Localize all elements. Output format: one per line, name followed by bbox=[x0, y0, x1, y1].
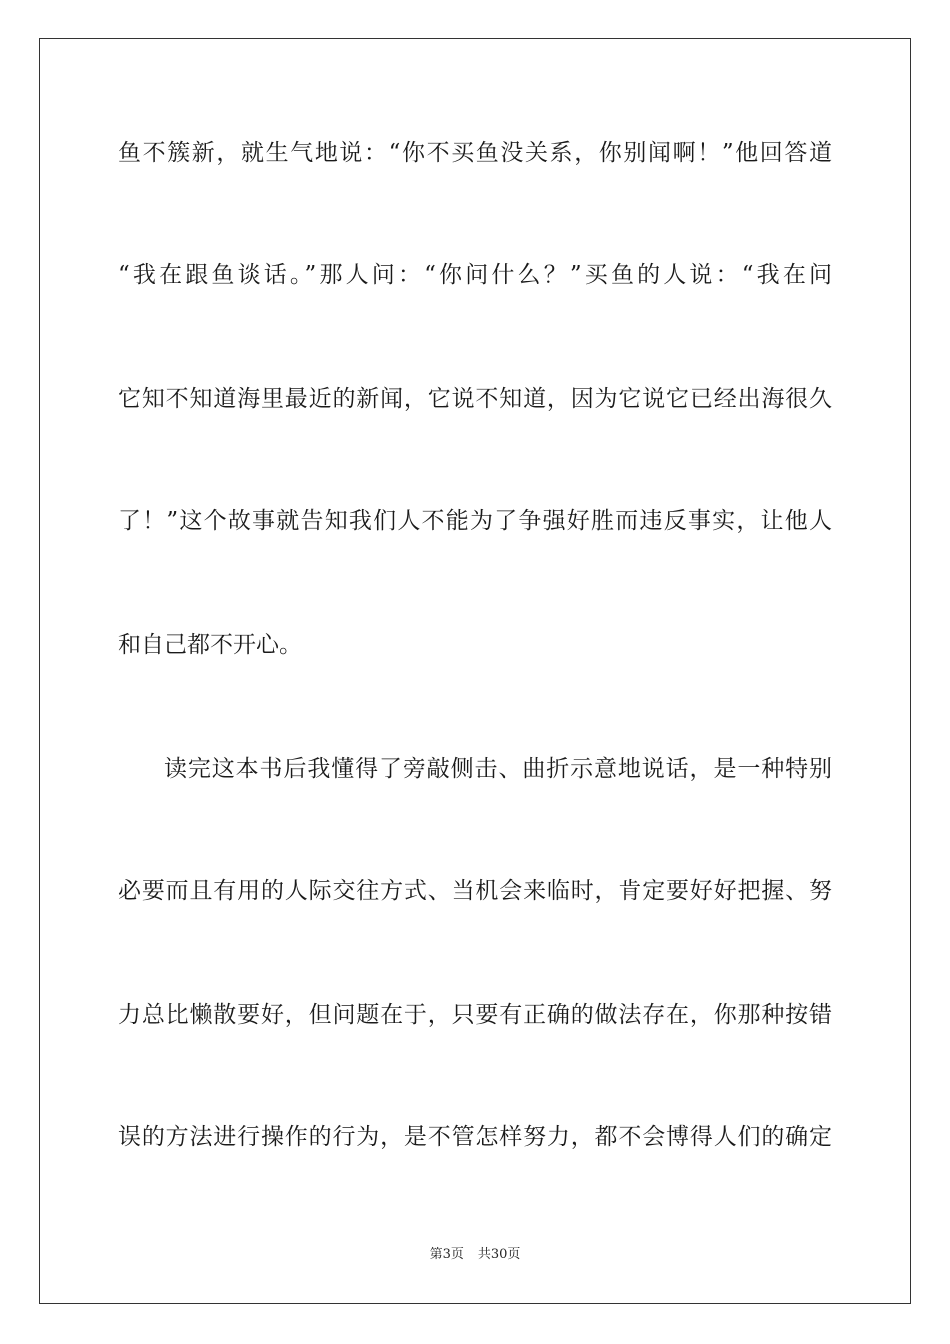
page-border bbox=[39, 38, 911, 1304]
text-line-4: 了！”这个故事就告知我们人不能为了争强好胜而违反事实，让他人 bbox=[118, 508, 832, 534]
text-line-9: 误的方法进行操作的行为，是不管怎样努力，都不会博得人们的确定 bbox=[118, 1124, 832, 1150]
text-line-2: “我在跟鱼谈话。”那人问：“你问什么？”买鱼的人说：“我在问 bbox=[118, 262, 832, 288]
page-total: 共30页 bbox=[477, 1247, 521, 1262]
text-line-5: 和自己都不开心。 bbox=[118, 632, 302, 658]
text-line-1: 鱼不簇新，就生气地说：“你不买鱼没关系，你别闻啊！”他回答道 bbox=[118, 140, 832, 166]
text-line-8: 力总比懒散要好，但问题在于，只要有正确的做法存在，你那种按错 bbox=[118, 1002, 832, 1028]
text-line-3: 它知不知道海里最近的新闻，它说不知道，因为它说它已经出海很久 bbox=[118, 386, 832, 412]
page-number: 第3页 bbox=[429, 1247, 464, 1262]
text-line-7: 必要而且有用的人际交往方式、当机会来临时，肯定要好好把握、努 bbox=[118, 878, 832, 904]
page-footer bbox=[0, 1246, 950, 1264]
text-line-6: 读完这本书后我懂得了旁敲侧击、曲折示意地说话，是一种特别 bbox=[164, 756, 832, 782]
